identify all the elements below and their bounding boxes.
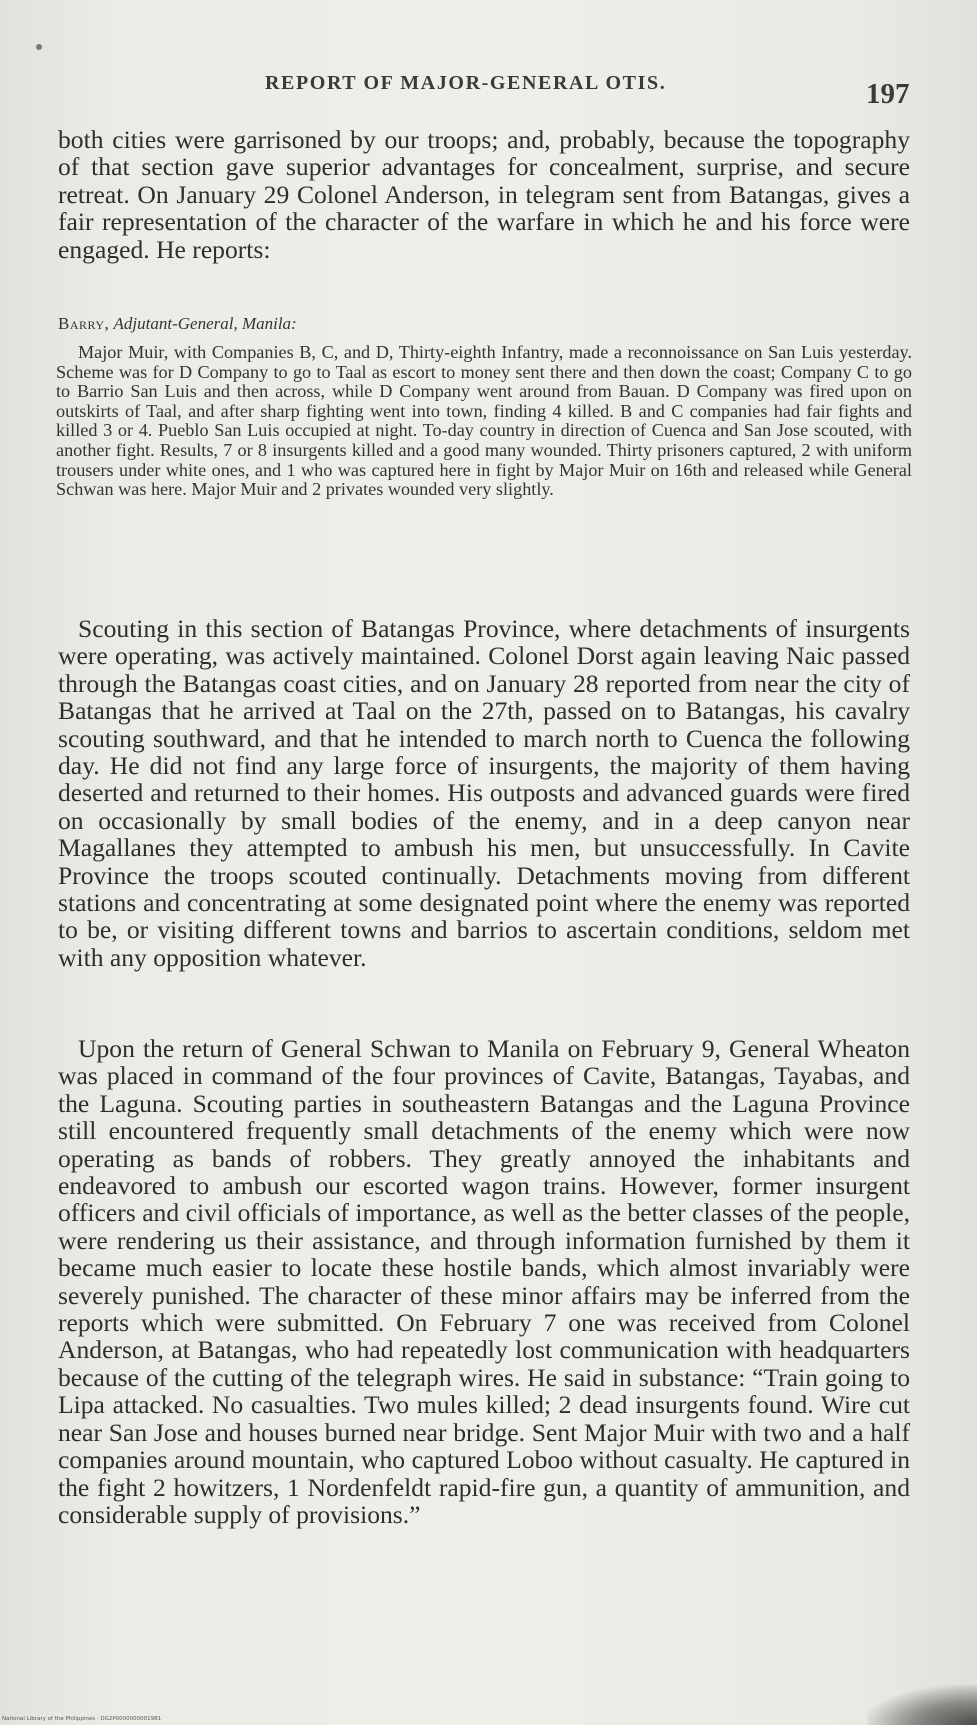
address-name: Barry, (58, 314, 110, 333)
telegram-address (58, 313, 912, 335)
paragraph-schwan-return: Upon the return of General Schwan to Manila on February 9, General Wheaton was placed in command of the four provinces of Cavite, Batangas, Tayabas, and the Laguna. Scouting parties in southeastern Batangas and the Laguna Province still encountered frequently small detachments of the enemy which were now operating as bands of robbers. They greatly annoyed the inhabitants and endeavored to ambush our escorted wagon trains. However, former insurgent officers and civil officials of importance, as well as the better classes of the people, were rendering us their assistance, and through information furnished by them it became much easier to locate these hostile bands, which almost invariably were severely punished. The character of these minor affairs may be inferred from the reports which were submitted. On February 7 one was received from Colonel Anderson, at Batangas, who had repeatedly lost communication with headquarters because of the cutting of the telegraph wires. He said in substance: “Train going to Lipa attacked. No casualties. Two mules killed; 2 dead insurgents found. Wire cut near San Jose and houses burned near bridge. Sent Major Muir with two and a half companies around mountain, who captured Loboo without casualty. He captured in the fight 2 howitzers, 1 Nordenfeldt rapid-fire gun, a quantity of ammunition, and considerable supply of provisions.” (58, 1034, 910, 1529)
page-corner-shadow (867, 1685, 977, 1725)
telegram-quote (56, 313, 912, 500)
running-head: REPORT OF MAJOR-GENERAL OTIS. (265, 72, 667, 94)
paragraph-intro: both cities were garrisoned by our troops; and, probably, because the topography of that section gave superior advantages for concealment, surprise, and secure retreat. On January 29 Colonel Anderson, in telegram sent from Batangas, gives a fair representation of the character of the warfare in which he and his force were engaged. He reports: (58, 125, 910, 264)
telegram-text: Major Muir, with Companies B, C, and D, Thirty-eighth Infantry, made a reconnoissance on San Luis yesterday. Scheme was for D Company to go to Taal as escort to money sent there and then down the coast; Company C to go to Barrio San Luis and then across, while D Company went around from Bauan. D Company was fired upon on outskirts of Taal, and after sharp fighting went into town, finding 4 killed. B and C companies had fair fights and killed 3 or 4. Pueblo San Luis occupied at night. To-day country in direction of Cuenca and San Jose scouted, with another fight. Results, 7 or 8 insurgents killed and a good many wounded. Thirty prisoners captured, 2 with uniform trousers under white ones, and 1 who was captured here in fight by Major Muir on 16th and released while General Schwan was here. Major Muir and 2 privates wounded very slightly. (56, 342, 912, 500)
paragraph-scouting: Scouting in this section of Batangas Province, where detachments of insurgents were operating, was actively maintained. Colonel Dorst again leaving Naic passed through the Batangas coast cities, and on January 28 reported from near the city of Batangas that he arrived at Taal on the 27th, passed on to Batangas, his cavalry scouting southward, and that he intended to march north to Cuenca the following day. He did not find any large force of insurgents, the majority of them having deserted and returned to their homes. His outposts and advanced guards were fired on occasionally by small bodies of the enemy, and in a deep canyon near Magallanes they attempted to ambush his men, but unsuccessfully. In Cavite Province the troops scouted continually. Detachments moving from different stations and concentrating at some designated point where the enemy was reported to be, or visiting different towns and barrios to ascertain conditions, seldom met with any opposition whatever. (58, 614, 910, 972)
page-number: 197 (866, 78, 910, 110)
ink-speck (36, 44, 42, 50)
address-title: Adjutant-General, Manila: (113, 314, 297, 333)
footer-credit: National Library of the Philippines · DG2P0000000001981 (2, 1716, 162, 1722)
